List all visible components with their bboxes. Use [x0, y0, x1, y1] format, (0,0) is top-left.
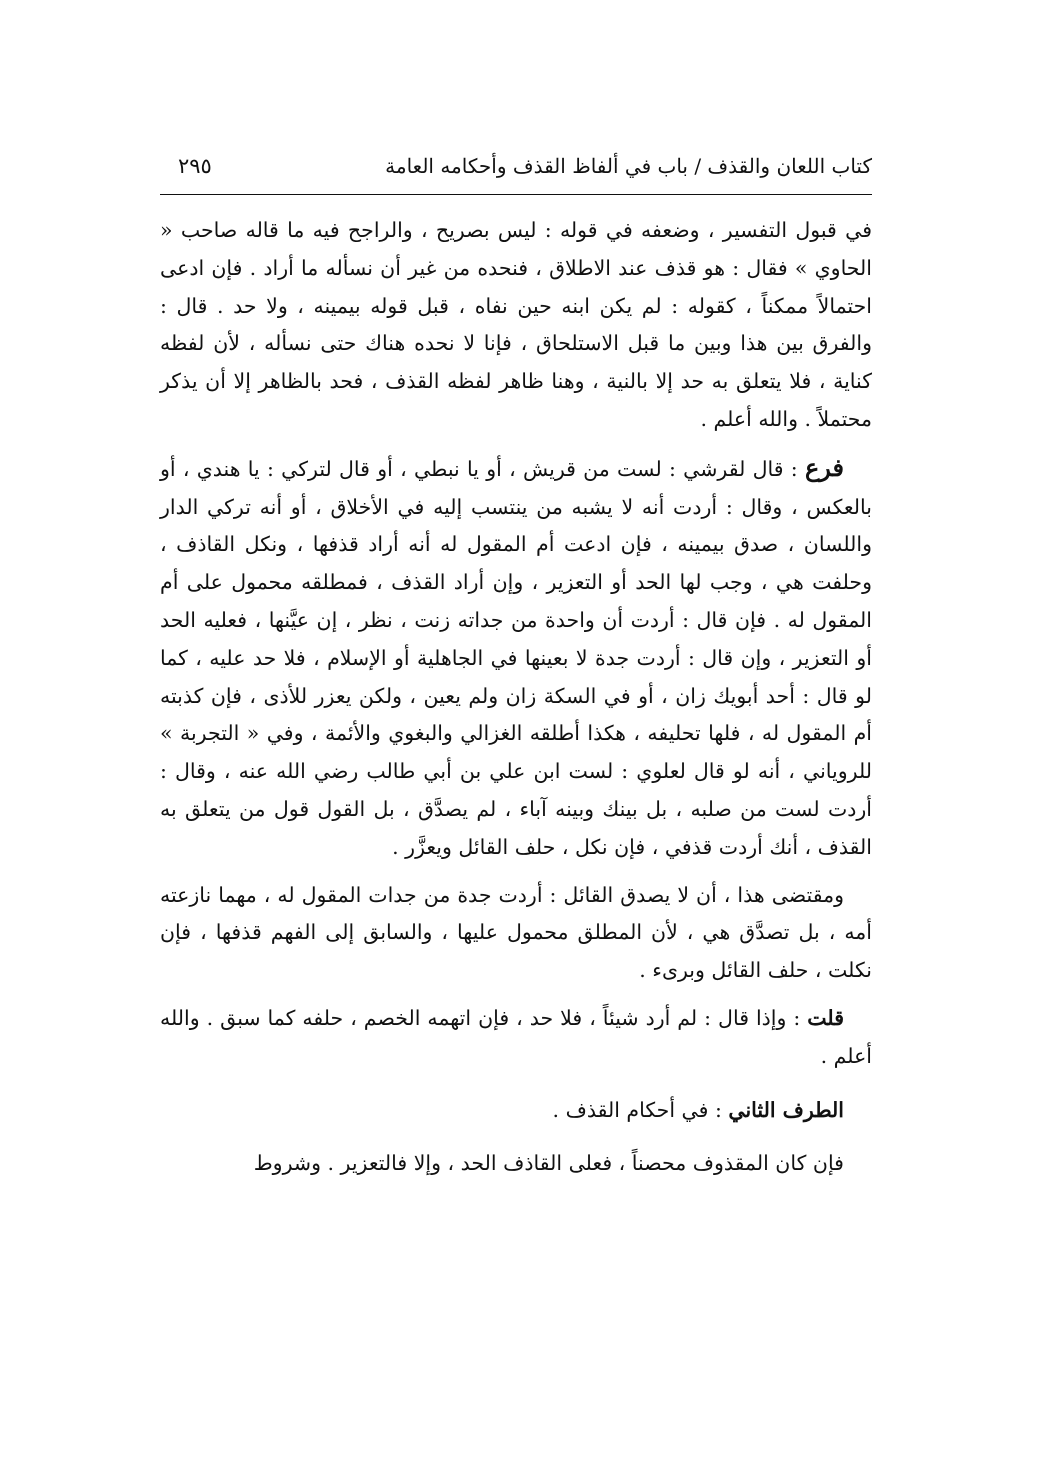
paragraph-2 [160, 449, 872, 867]
section-heading-text: : في أحكام القذف . [552, 1097, 729, 1122]
header-rule [160, 194, 872, 195]
page-header [160, 150, 872, 190]
page-number: ٢٩٥ [178, 154, 212, 178]
running-title: كتاب اللعان والقذف / باب في ألفاظ القذف وأحكامه العامة [385, 154, 872, 178]
body-text [160, 212, 872, 1183]
section-heading [160, 1092, 872, 1130]
paragraph-6 [160, 1145, 872, 1183]
paragraph-text: : وإذا قال : لم أرد شيئاً ، فلا حد ، فإن اتهمه الخصم ، حلفه كما سبق . والله أعلم . [160, 1005, 872, 1068]
paragraph-text: في قبول التفسير ، وضعفه في قوله : ليس بصريح ، والراجح فيه ما قاله صاحب « الحاوي » فقال : هو قذف عند الاطلاق ، فنحده من غير أن نسأله ما أراد . فإن ادعى احتمالاً ممكناً ، كقوله : لم يكن ابنه حين نفاه ، قبل قوله بيمينه ، ولا حد . قال : والفرق بين هذا وبين ما قبل الاستلحاق ، فإنا لا نحده هناك حتى نسأله ، لأن لفظه كناية ، فلا يتعلق به حد إلا بالنية ، وهنا ظاهر لفظه القذف ، فحد بالظاهر إلا أن يذكر محتملاً . والله أعلم . [160, 218, 872, 431]
paragraph-text: فإن كان المقذوف محصناً ، فعلى القاذف الحد ، وإلا فالتعزير . وشروط [253, 1151, 844, 1176]
paragraph-1 [160, 212, 872, 439]
section-heading-title: الطرف الثاني [728, 1097, 844, 1122]
lead-word-far: فرع [804, 452, 844, 482]
paragraph-text: : قال لقرشي : لست من قريش ، أو يا نبطي ، أو قال لتركي : يا هندي ، أو بالعكس ، وقال : أردت أنه لا يشبه من ينتسب إليه في الأخلاق ، أو أنه تركي الدار واللسان ، صدق بيمينه ، فإن ادعت أم المقول له أنه أراد قذفها ، ونكل القاذف ، وحلفت هي ، وجب لها الحد أو التعزير ، وإن أراد القذف ، فمطلقه محمول على أم المقول له . فإن قال : أردت أن واحدة من جداته زنت ، نظر ، إن عيَّنها ، فعليه الحد أو التعزير ، وإن قال : أردت جدة لا بعينها في الجاهلية أو الإسلام ، فلا حد عليه ، كما لو قال : أحد أبويك زان ، أو في السكة زان ولم يعين ، ولكن يعزر للأذى ، فإن كذبته أم المقول له ، فلها تحليفه ، هكذا أطلقه الغزالي والبغوي والأئمة ، وفي « التجربة » للروياني ، أنه لو قال لعلوي : لست ابن علي بن أبي طالب رضي الله عنه ، وقال : أردت لست من صلبه ، بل بينك وبينه آباء ، لم يصدَّق ، بل القول قول من يتعلق به القذف ، أنك أردت قذفي ، فإن نكل ، حلف القائل ويعزَّر . [160, 456, 872, 859]
lead-word-qultu: قلت [807, 1005, 844, 1030]
paragraph-3 [160, 877, 872, 990]
paragraph-4 [160, 1000, 872, 1076]
paragraph-text: ومقتضى هذا ، أن لا يصدق القائل : أردت جدة من جدات المقول له ، مهما نازعته أمه ، بل تصدَّق هي ، لأن المطلق محمول عليها ، والسابق إلى الفهم قذفها ، فإن نكلت ، حلف القائل وبرىء . [160, 882, 872, 983]
